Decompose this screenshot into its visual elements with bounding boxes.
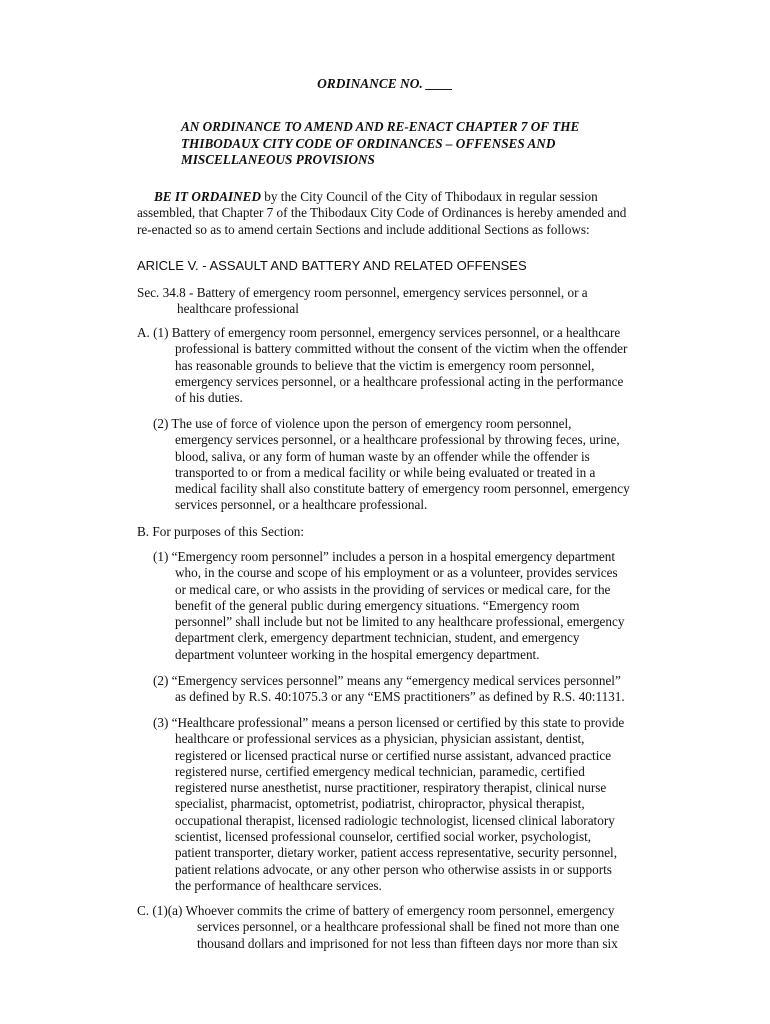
paragraph-line: registered nurse anesthetist, nurse practitioner, respiratory therapist, clinical nurse (175, 780, 607, 796)
paragraph-line: (3) “Healthcare professional” means a person licensed or certified by this state to provide (153, 715, 625, 730)
paragraph-c (137, 903, 619, 952)
paragraph-line: (2) “Emergency services personnel” means any “emergency medical services personnel” (153, 673, 621, 688)
paragraph-line: scientist, licensed professional counselor, certified social worker, psychologist, (175, 829, 592, 845)
paragraph-line: department clerk, emergency department technician, student, and emergency (175, 630, 580, 646)
paragraph-line: professional is battery committed without the consent of the victim when the offender (175, 341, 628, 357)
paragraph-line: department volunteer working in the hospital emergency department. (175, 646, 540, 662)
intro-line-rest: by the City Council of the City of Thibodaux in regular session (261, 189, 598, 204)
subtitle-line: AN ORDINANCE TO AMEND AND RE-ENACT CHAPTER 7 OF THE (181, 119, 580, 134)
paragraph-line: medical facility shall also constitute battery of emergency room personnel, emergency (175, 481, 630, 497)
paragraph-line: A. (1) Battery of emergency room personnel, emergency services personnel, or a healthcare (137, 325, 621, 340)
section-heading (137, 285, 588, 318)
intro-emphasis: BE IT ORDAINED (154, 189, 261, 204)
paragraph-line: thousand dollars and imprisoned for not less than fifteen days nor more than six (197, 935, 618, 951)
intro-line: re-enacted so as to amend certain Sections and include additional Sections as follows: (137, 221, 590, 237)
paragraph-line: the performance of healthcare services. (175, 877, 382, 893)
paragraph-b: B. For purposes of this Section: (137, 524, 305, 539)
subtitle-line: MISCELLANEOUS PROVISIONS (181, 152, 375, 167)
subtitle-line: THIBODAUX CITY CODE OF ORDINANCES – OFFENSES AND (181, 135, 556, 151)
paragraph-line: services personnel, or a healthcare professional. (175, 497, 428, 513)
paragraph-b3 (153, 715, 624, 894)
intro-line (137, 189, 626, 205)
paragraph-a2 (153, 416, 630, 514)
paragraph-line: healthcare or professional services as a physician, physician assistant, dentist, (175, 731, 585, 747)
paragraph-line: as defined by R.S. 40:1075.3 or any “EMS practitioners” as defined by R.S. 40:1131. (175, 689, 625, 705)
paragraph-line: C. (1)(a) Whoever commits the crime of battery of emergency room personnel, emergency (137, 903, 615, 918)
paragraph-line: of his duties. (175, 390, 243, 406)
paragraph-line: personnel” shall include but not be limited to any healthcare professional, emergency (175, 614, 625, 630)
paragraph-line: transported to or from a medical facility or while being evaluated or treated in a (175, 464, 596, 480)
intro-paragraph (137, 189, 626, 238)
section-heading-line: Sec. 34.8 - Battery of emergency room personnel, emergency services personnel, or a (137, 285, 588, 300)
paragraph-b2 (153, 673, 625, 706)
article-heading: ARICLE V. - ASSAULT AND BATTERY AND RELATED OFFENSES (137, 258, 527, 273)
paragraph-line: benefit of the general public during emergency situations. “Emergency room (175, 597, 580, 613)
paragraph-line: or medical care, or who assists in the providing of services or medical care, for the (175, 581, 611, 597)
paragraph-a1 (137, 325, 627, 406)
paragraph-line: who, in the course and scope of his employment or as a volunteer, provides services (175, 565, 618, 581)
ordinance-title: ORDINANCE NO. ____ (317, 76, 453, 91)
paragraph-line: registered or licensed practical nurse or certified nurse assistant, advanced practice (175, 747, 612, 763)
paragraph-line: occupational therapist, licensed radiologic technologist, licensed clinical laboratory (175, 812, 615, 828)
paragraph-line: specialist, pharmacist, optometrist, podiatrist, chiropractor, physical therapist, (175, 796, 585, 812)
intro-line: assembled, that Chapter 7 of the Thibodaux City Code of Ordinances is hereby amended and (137, 205, 627, 221)
paragraph-line: blood, saliva, or any form of human waste by an offender while the offender is (175, 448, 590, 464)
paragraph-b1 (153, 549, 624, 663)
section-heading-line: healthcare professional (177, 301, 299, 317)
paragraph-line: emergency services personnel, or a healthcare professional by throwing feces, urine, (175, 432, 620, 448)
paragraph-line: patient transporter, dietary worker, patient access representative, security personnel, (175, 845, 618, 861)
paragraph-line: registered nurse, certified emergency medical technician, paramedic, certified (175, 763, 585, 779)
paragraph-line: patient relations advocate, or any other person who otherwise assists in or supports (175, 861, 612, 877)
paragraph-line: (2) The use of force of violence upon the person of emergency room personnel, (153, 416, 572, 431)
paragraph-line: services personnel, or a healthcare professional shall be fined not more than one (197, 919, 620, 935)
paragraph-line: (1) “Emergency room personnel” includes a person in a hospital emergency department (153, 549, 616, 564)
paragraph-line: has reasonable grounds to believe that the victim is emergency room personnel, (175, 357, 595, 373)
ordinance-subtitle (181, 119, 579, 169)
paragraph-line: emergency services personnel, or a healthcare professional acting in the performance (175, 373, 624, 389)
